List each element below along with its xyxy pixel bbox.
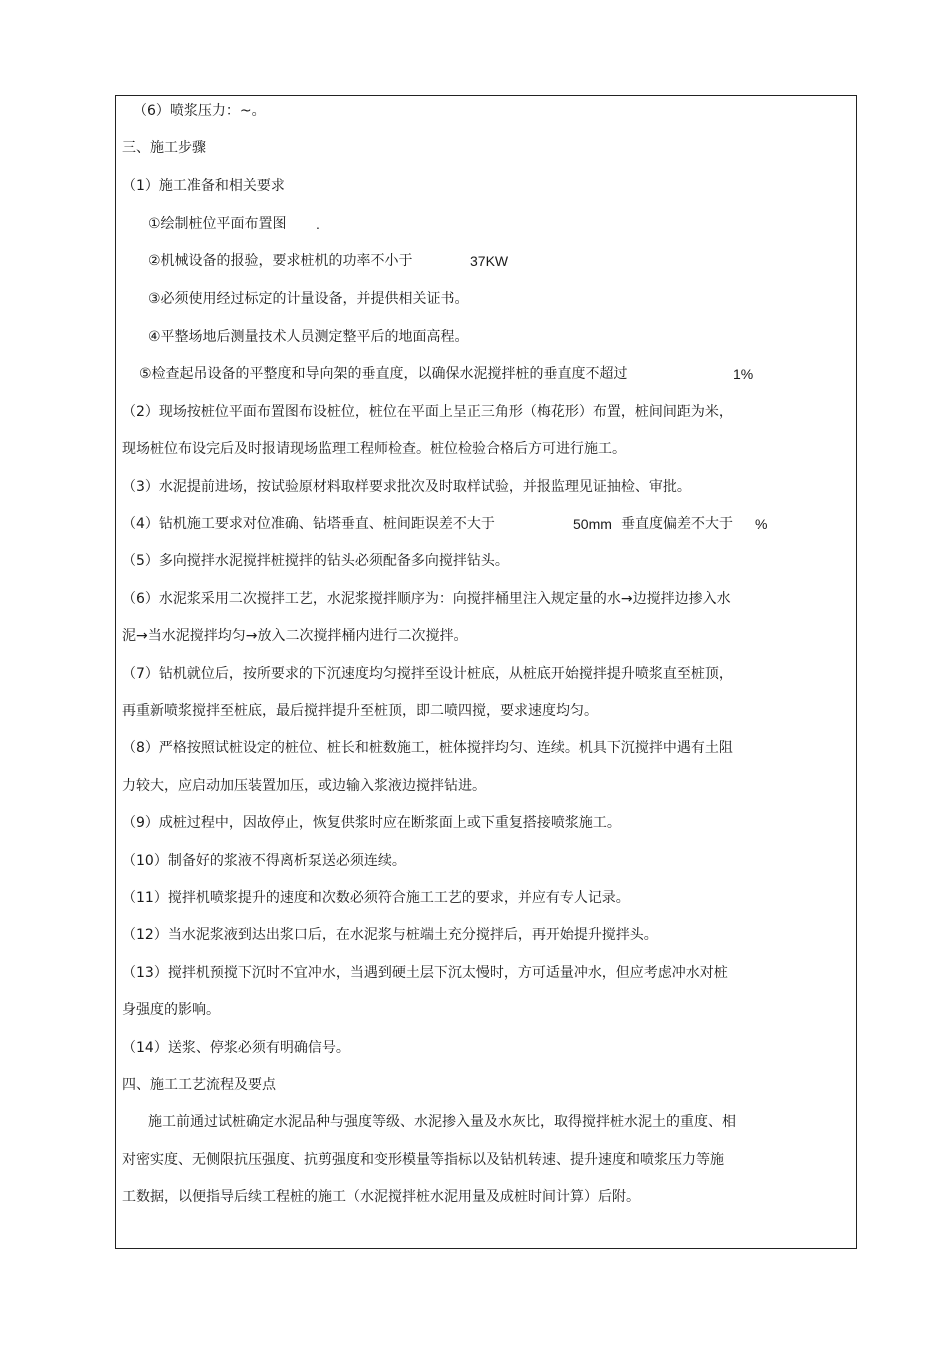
text-line: ②机械设备的报验，要求桩机的功率不小于 <box>148 253 413 269</box>
inline-text: 垂直度偏差不大于 <box>621 516 733 532</box>
text-line: （12）当水泥浆液到达出浆口后，在水泥浆与桩端土充分搅拌后，再开始提升搅拌头。 <box>122 927 658 943</box>
text-line: （11）搅拌机喷浆提升的速度和次数必须符合施工工艺的要求，并应有专人记录。 <box>122 890 630 906</box>
inline-value: 37KW <box>470 253 509 269</box>
text-line: ④平整场地后测量技术人员测定整平后的地面高程。 <box>148 329 469 345</box>
text-line: ⑤检查起吊设备的平整度和导向架的垂直度，以确保水泥搅拌桩的垂直度不超过 <box>139 366 628 382</box>
text-line: 对密实度、无侧限抗压强度、抗剪强度和变形模量等指标以及钻机转速、提升速度和喷浆压力等施 <box>122 1152 724 1168</box>
text-line: ①绘制桩位平面布置图 <box>148 216 287 232</box>
text-line: （2）现场按桩位平面布置图布设桩位，桩位在平面上呈正三角形（梅花形）布置，桩间间距为米， <box>122 404 733 420</box>
text-line: （5）多向搅拌水泥搅拌桩搅拌的钻头必须配备多向搅拌钻头。 <box>122 553 509 569</box>
inline-value: 50mm <box>573 516 612 532</box>
text-line: （9）成桩过程中，因故停止，恢复供浆时应在断浆面上或下重复搭接喷浆施工。 <box>122 815 621 831</box>
text-line: （7）钻机就位后，按所要求的下沉速度均匀搅拌至设计桩底，从桩底开始搅拌提升喷浆直至桩顶， <box>122 666 733 682</box>
text-line: 泥→当水泥搅拌均匀→放入二次搅拌桶内进行二次搅拌。 <box>122 628 468 644</box>
text-line: 身强度的影响。 <box>122 1002 220 1018</box>
text-line: （10）制备好的浆液不得离析泵送必须连续。 <box>122 853 406 869</box>
text-line: 力较大，应启动加压装置加压，或边输入浆液边搅拌钻进。 <box>122 778 486 794</box>
text-line: （8）严格按照试桩设定的桩位、桩长和桩数施工，桩体搅拌均匀、连续。机具下沉搅拌中遇有土阻 <box>122 740 733 756</box>
inline-value: % <box>755 516 768 532</box>
section-heading: 四、施工工艺流程及要点 <box>122 1077 276 1093</box>
text-line: （6）水泥浆采用二次搅拌工艺，水泥浆搅拌顺序为：向搅拌桶里注入规定量的水→边搅拌边掺入水 <box>122 591 731 607</box>
text-line: （1）施工准备和相关要求 <box>122 178 285 194</box>
text-line: ③必须使用经过标定的计量设备，并提供相关证书。 <box>148 291 469 307</box>
text-line: 现场桩位布设完后及时报请现场监理工程师检查。桩位检验合格后方可进行施工。 <box>122 441 626 457</box>
text-line: 施工前通过试桩确定水泥品种与强度等级、水泥掺入量及水灰比，取得搅拌桩水泥土的重度、相 <box>148 1114 736 1130</box>
section-heading: 三、施工步骤 <box>122 140 206 156</box>
text-line: （6）喷浆压力：~。 <box>133 103 266 119</box>
text-line: 工数据，以便指导后续工程桩的施工（水泥搅拌桩水泥用量及成桩时间计算）后附。 <box>122 1189 640 1205</box>
text-line: 再重新喷浆搅拌至桩底，最后搅拌提升至桩顶，即二喷四搅，要求速度均匀。 <box>122 703 598 719</box>
text-line: （13）搅拌机预搅下沉时不宜冲水，当遇到硬土层下沉太慢时，方可适量冲水，但应考虑冲水对桩 <box>122 965 728 981</box>
inline-value: . <box>316 216 320 232</box>
text-line: （14）送浆、停浆必须有明确信号。 <box>122 1040 350 1056</box>
text-line: （4）钻机施工要求对位准确、钻塔垂直、桩间距误差不大于 <box>122 516 495 532</box>
inline-value: 1% <box>733 366 754 382</box>
text-line: （3）水泥提前进场，按试验原材料取样要求批次及时取样试验，并报监理见证抽检、审批。 <box>122 479 691 495</box>
